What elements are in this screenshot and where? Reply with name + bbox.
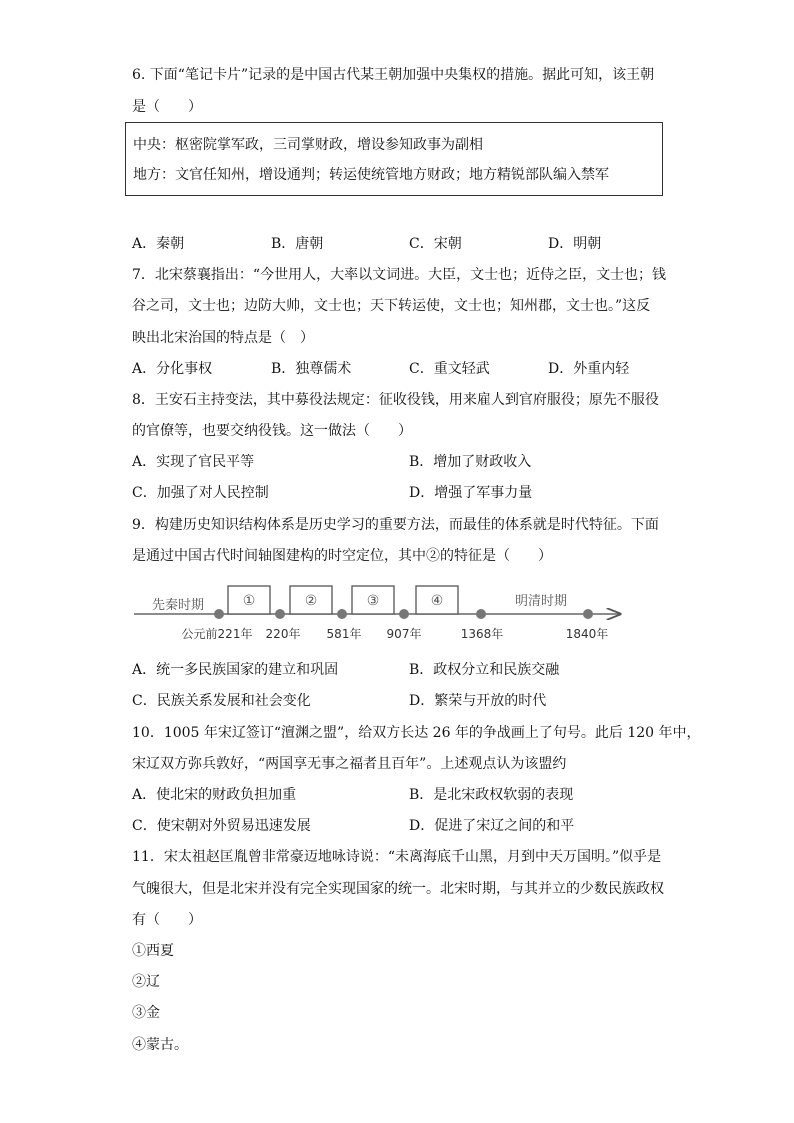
timeline-dot-2 — [275, 609, 285, 619]
q11-stem-line2: 气魄很大，但是北宋并没有完全实现国家的统一。北宋时期，与其并立的少数民族政权 — [132, 881, 664, 897]
timeline-tick-2: 220年 — [265, 627, 301, 641]
timeline-dot-3 — [337, 609, 347, 619]
q11-item-3: ③金 — [132, 1005, 160, 1021]
timeline-box-1-label: ① — [242, 593, 256, 609]
q6-note-central: 中央：枢密院掌军政，三司掌财政，增设参知政事为副相 — [133, 137, 483, 153]
q7-option-d: D．外重内轻 — [548, 361, 630, 377]
q9-option-c: C．民族关系发展和社会变化 — [132, 693, 311, 709]
q9-stem-line1: 9．构建历史知识结构体系是历史学习的重要方法，而最佳的体系就是时代特征。下面 — [132, 517, 659, 533]
q10-option-b: B．是北宋政权软弱的表现 — [409, 787, 574, 803]
q6-stem-line1: 6. 下面“笔记卡片”记录的是中国古代某王朝加强中央集权的措施。据此可知，该王朝 — [132, 67, 655, 83]
q8-option-c: C．加强了对人民控制 — [132, 485, 269, 501]
q9-option-a: A．统一多民族国家的建立和巩固 — [132, 662, 339, 678]
timeline-dot-4 — [399, 609, 409, 619]
q11-item-4: ④蒙古。 — [132, 1037, 188, 1053]
q8-option-a: A．实现了官民平等 — [132, 454, 255, 470]
timeline-dot-6 — [583, 609, 593, 619]
timeline-box-2-label: ② — [304, 593, 318, 609]
q7-option-c: C．重文轻武 — [409, 361, 490, 377]
q7-option-a: A．分化事权 — [132, 361, 213, 377]
timeline-tick-1: 公元前221年 — [181, 627, 253, 641]
q6-option-b: B．唐朝 — [271, 236, 324, 252]
q11-stem-line3: 有（ ） — [132, 912, 202, 928]
q8-option-d: D．增强了军事力量 — [409, 485, 533, 501]
q8-option-b: B．增加了财政收入 — [409, 454, 532, 470]
timeline-tick-4: 907年 — [386, 627, 422, 641]
timeline-tick-6: 1840年 — [565, 627, 609, 641]
q10-stem-line1: 10．1005 年宋辽签订“澶渊之盟”，给双方长达 26 年的争战画上了句号。此后 120 年中， — [132, 725, 701, 741]
q7-stem-line2: 谷之司，文士也；边防大帅，文士也；天下转运使，文士也；知州郡，文士也。”这反 — [132, 298, 651, 314]
q6-note-card — [125, 122, 663, 196]
q7-stem-line3: 映出北宋治国的特点是（ ） — [132, 330, 314, 346]
q11-stem-line1: 11．宋太祖赵匡胤曾非常豪迈地咏诗说：“未离海底千山黑，月到中天万国明。”似乎是 — [132, 849, 662, 865]
q11-item-1: ①西夏 — [132, 943, 174, 959]
timeline-box-3-label: ③ — [366, 593, 380, 609]
timeline-tick-3: 581年 — [326, 627, 362, 641]
q8-stem-line1: 8．王安石主持变法，其中募役法规定：征收役钱，用来雇人到官府服役；原先不服役 — [132, 392, 659, 408]
q6-option-c: C．宋朝 — [409, 236, 462, 252]
timeline-tick-5: 1368年 — [460, 627, 504, 641]
timeline-left-period-label: 先秦时期 — [152, 598, 205, 613]
q9-option-b: B．政权分立和民族交融 — [409, 662, 560, 678]
timeline-box-4-label: ④ — [430, 593, 444, 609]
q6-option-a: A．秦朝 — [132, 236, 185, 252]
q6-note-local: 地方：文官任知州，增设通判；转运使统管地方财政；地方精锐部队编入禁军 — [133, 167, 609, 183]
timeline-dot-1 — [214, 609, 224, 619]
timeline-dot-5 — [476, 609, 486, 619]
q6-stem-line2: 是（ ） — [132, 99, 202, 115]
q7-option-b: B．独尊儒术 — [271, 361, 352, 377]
q11-item-2: ②辽 — [132, 974, 160, 990]
q6-option-d: D．明朝 — [548, 236, 602, 252]
q7-stem-line1: 7．北宋蔡襄指出：“今世用人，大率以文词进。大臣，文士也；近侍之臣，文士也；钱 — [132, 267, 667, 283]
q9-timeline-diagram — [0, 582, 794, 652]
q10-option-c: C．使宋朝对外贸易迅速发展 — [132, 818, 311, 834]
q10-stem-line2: 宋辽双方弥兵敦好，“两国享无事之福者且百年”。上述观点认为该盟约 — [132, 756, 567, 772]
timeline-right-period-label: 明清时期 — [515, 594, 568, 609]
q10-option-a: A．使北宋的财政负担加重 — [132, 787, 297, 803]
q9-option-d: D．繁荣与开放的时代 — [409, 693, 547, 709]
q9-stem-line2: 是通过中国古代时间轴图建构的时空定位，其中②的特征是（ ） — [132, 548, 552, 564]
q10-option-d: D．促进了宋辽之间的和平 — [409, 818, 575, 834]
q8-stem-line2: 的官僚等，也要交纳役钱。这一做法（ ） — [132, 423, 412, 439]
